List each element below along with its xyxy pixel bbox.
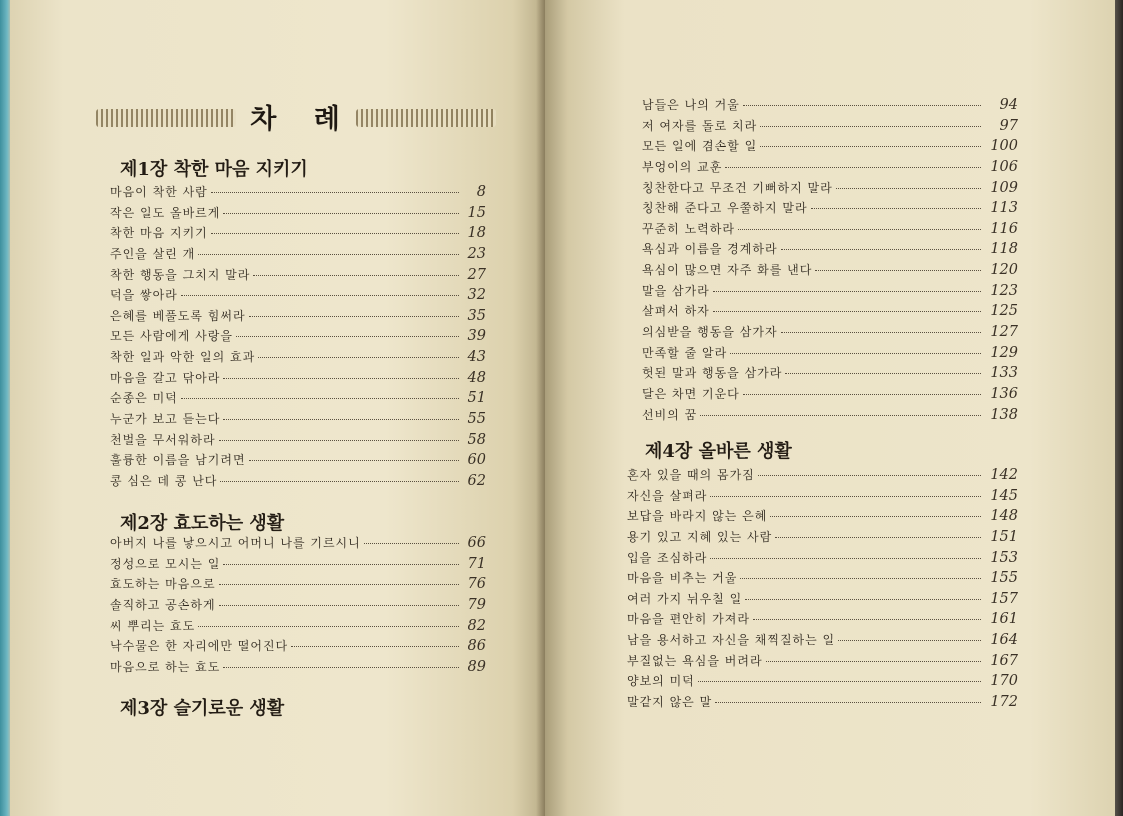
toc-entry-title: 모든 일에 겸손할 일: [642, 139, 758, 154]
toc-entry: [110, 245, 486, 266]
dot-leader: [775, 537, 981, 538]
toc-entry: [627, 487, 1018, 508]
toc-entry-page-number: 60: [467, 452, 486, 469]
toc-entry-page-number: 8: [476, 184, 486, 200]
toc-entry: [642, 406, 1018, 427]
toc-entry-page-number: 138: [990, 406, 1018, 423]
dot-leader: [249, 460, 459, 461]
toc-entry: [642, 364, 1018, 385]
toc-entry-title: 꾸준히 노력하라: [642, 221, 735, 236]
toc-entry: [627, 590, 1018, 611]
toc-entry-title: 마음을 편안히 가져라: [627, 612, 750, 627]
toc-entry: [627, 652, 1018, 673]
toc-entry: [110, 389, 486, 410]
toc-entry-page-number: 109: [990, 179, 1018, 196]
toc-entry: [627, 569, 1018, 590]
ornament-right: [356, 109, 496, 127]
toc-entry-title: 훌륭한 이름을 남기려면: [110, 453, 246, 468]
toc-entry: [110, 596, 486, 617]
toc-entry: [642, 199, 1018, 220]
dot-leader: [710, 496, 981, 497]
dot-leader: [219, 584, 459, 585]
dot-leader: [743, 394, 981, 395]
toc-entry-title: 마음을 비추는 거울: [627, 571, 738, 586]
dot-leader: [249, 316, 459, 317]
toc-entry-page-number: 58: [467, 431, 486, 448]
dot-leader: [781, 249, 981, 250]
toc-entry: [642, 96, 1018, 117]
toc-entry-title: 입을 조심하라: [627, 550, 708, 565]
dot-leader: [715, 702, 981, 703]
toc-entry-page-number: 113: [990, 200, 1018, 217]
toc-entry-title: 남들은 나의 거울: [642, 98, 740, 112]
title-bar: [96, 98, 496, 134]
dot-leader: [198, 254, 459, 255]
toc-entry-page-number: 133: [990, 365, 1018, 382]
chapter-2-entries: [110, 534, 486, 678]
dot-leader: [758, 475, 981, 476]
chapter-1-heading: 제1장 착한 마음 지키기: [120, 159, 308, 180]
toc-entry-title: 부엉이의 교훈: [642, 159, 723, 174]
toc-entry-page-number: 15: [467, 204, 486, 221]
toc-entry-title: 칭찬해 준다고 우쭐하지 말라: [642, 201, 808, 216]
toc-entry-title: 여러 가지 뉘우칠 일: [627, 591, 743, 606]
toc-entry-title: 헛된 말과 행동을 삼가라: [642, 366, 783, 381]
toc-entry-title: 칭찬한다고 무조건 기뻐하지 말라: [642, 180, 833, 195]
dot-leader: [760, 146, 981, 147]
toc-entry-page-number: 48: [467, 369, 486, 386]
toc-entry-title: 솔직하고 공손하게: [110, 597, 216, 612]
toc-entry-title: 말을 삼가라: [642, 283, 710, 298]
toc-entry: [627, 466, 1018, 487]
dot-leader: [291, 646, 459, 647]
chapter-1-entries: [110, 183, 486, 493]
chapter-4-heading: 제4장 올바른 생활: [645, 441, 792, 462]
toc-entry: [627, 549, 1018, 570]
toc-entry-title: 양보의 미덕: [627, 674, 695, 689]
chapter-4-entries: [627, 466, 1018, 714]
toc-entry-page-number: 155: [990, 570, 1018, 587]
ornament-left: [96, 109, 236, 127]
toc-entry: [110, 410, 486, 431]
dot-leader: [710, 558, 981, 559]
toc-entry-title: 말같지 않은 말: [627, 695, 713, 710]
toc-entry-page-number: 97: [999, 117, 1018, 134]
dot-leader: [219, 605, 459, 606]
dot-leader: [223, 419, 459, 420]
toc-entry: [110, 472, 486, 493]
toc-entry: [110, 286, 486, 307]
toc-entry-title: 선비의 꿈: [642, 407, 698, 422]
toc-entry: [110, 658, 486, 679]
toc-entry: [642, 261, 1018, 282]
toc-entry-page-number: 106: [990, 158, 1018, 175]
dot-leader: [211, 192, 459, 193]
toc-entry: [110, 307, 486, 328]
toc-entry: [642, 220, 1018, 241]
dot-leader: [738, 229, 981, 230]
toc-entry: [110, 224, 486, 245]
toc-entry: [642, 323, 1018, 344]
toc-entry-page-number: 62: [467, 472, 486, 489]
toc-entry-page-number: 71: [467, 555, 486, 572]
toc-entry-page-number: 164: [990, 632, 1018, 649]
toc-entry-page-number: 82: [467, 617, 486, 634]
toc-entry: [110, 431, 486, 452]
toc-entry: [642, 158, 1018, 179]
toc-entry: [110, 451, 486, 472]
toc-entry-title: 씨 뿌리는 효도: [110, 618, 196, 633]
toc-entry-page-number: 120: [990, 262, 1018, 279]
toc-entry-page-number: 66: [467, 535, 486, 551]
chapter-3-heading: 제3장 슬기로운 생활: [120, 698, 285, 719]
dot-leader: [815, 270, 981, 271]
toc-entry-page-number: 127: [990, 324, 1018, 341]
dot-leader: [838, 640, 981, 641]
toc-entry-title: 욕심이 많으면 자주 화를 낸다: [642, 263, 813, 278]
toc-entry: [642, 117, 1018, 138]
toc-entry-page-number: 170: [990, 673, 1018, 690]
toc-entry: [110, 204, 486, 225]
toc-entry-title: 마음이 착한 사람: [110, 185, 208, 199]
right-page: [545, 0, 1115, 816]
dot-leader: [836, 188, 981, 189]
toc-entry-title: 주인을 살린 개: [110, 246, 196, 261]
toc-entry-title: 작은 일도 올바르게: [110, 205, 221, 220]
dot-leader: [760, 126, 981, 127]
dot-leader: [713, 291, 981, 292]
dot-leader: [220, 481, 459, 482]
toc-entry-page-number: 151: [990, 528, 1018, 545]
toc-entry-page-number: 129: [990, 344, 1018, 361]
toc-entry-title: 아버지 나를 낳으시고 어머니 나를 기르시니: [110, 536, 361, 550]
toc-entry: [627, 610, 1018, 631]
toc-entry-page-number: 100: [990, 138, 1018, 155]
chapter-3-entries: [642, 96, 1018, 426]
toc-entry-page-number: 172: [990, 694, 1018, 711]
toc-entry-title: 마음을 갈고 닦아라: [110, 370, 221, 385]
toc-entry: [627, 528, 1018, 549]
toc-entry: [642, 240, 1018, 261]
toc-entry-title: 낙수물은 한 자리에만 떨어진다: [110, 639, 289, 654]
toc-entry-title: 혼자 있을 때의 몸가짐: [627, 468, 755, 482]
chapter-2-heading: 제2장 효도하는 생활: [120, 513, 285, 534]
toc-entry-title: 착한 행동을 그치지 말라: [110, 267, 251, 282]
toc-entry: [110, 617, 486, 638]
toc-entry: [110, 555, 486, 576]
dot-leader: [181, 398, 459, 399]
toc-entry-title: 착한 마음 지키기: [110, 226, 208, 241]
dot-leader: [219, 440, 459, 441]
dot-leader: [753, 619, 981, 620]
toc-entry-page-number: 32: [467, 287, 486, 304]
toc-entry-title: 욕심과 이름을 경계하라: [642, 242, 778, 257]
dot-leader: [253, 275, 459, 276]
toc-entry-page-number: 153: [990, 549, 1018, 566]
toc-entry-page-number: 51: [467, 390, 486, 407]
toc-entry: [110, 327, 486, 348]
toc-entry-title: 의심받을 행동을 삼가자: [642, 325, 778, 340]
toc-entry-page-number: 23: [467, 245, 486, 262]
toc-entry-title: 누군가 보고 듣는다: [110, 412, 221, 427]
toc-entry-title: 콩 심은 데 콩 난다: [110, 473, 218, 488]
toc-entry-page-number: 116: [990, 220, 1018, 237]
toc-entry: [110, 183, 486, 204]
toc-entry-title: 정성으로 모시는 일: [110, 556, 221, 571]
dot-leader: [766, 661, 981, 662]
toc-entry-page-number: 86: [467, 638, 486, 655]
dot-leader: [745, 599, 981, 600]
toc-entry: [110, 637, 486, 658]
page-title: 차 례: [250, 103, 354, 135]
toc-entry-title: 자신을 살펴라: [627, 488, 708, 503]
toc-entry-title: 은혜를 베풀도록 힘써라: [110, 308, 246, 323]
toc-entry-page-number: 161: [990, 611, 1018, 628]
toc-entry: [627, 507, 1018, 528]
dot-leader: [211, 233, 459, 234]
toc-entry-page-number: 167: [990, 652, 1018, 669]
dot-leader: [725, 167, 981, 168]
toc-entry-title: 달은 차면 기운다: [642, 386, 740, 401]
toc-entry: [110, 575, 486, 596]
toc-entry: [110, 534, 486, 555]
toc-entry-page-number: 148: [990, 508, 1018, 525]
toc-entry: [627, 672, 1018, 693]
toc-entry-page-number: 136: [990, 385, 1018, 402]
toc-entry-title: 천벌을 무서워하라: [110, 432, 216, 447]
dot-leader: [770, 516, 981, 517]
toc-entry: [110, 369, 486, 390]
toc-entry-title: 보답을 바라지 않는 은혜: [627, 509, 768, 524]
dot-leader: [811, 208, 981, 209]
toc-entry: [627, 693, 1018, 714]
toc-entry: [627, 631, 1018, 652]
toc-entry-page-number: 89: [467, 658, 486, 675]
toc-entry-page-number: 27: [467, 266, 486, 283]
toc-entry-title: 남을 용서하고 자신을 채찍질하는 일: [627, 633, 836, 648]
toc-entry-title: 살펴서 하자: [642, 304, 710, 319]
toc-entry: [642, 282, 1018, 303]
toc-entry-title: 용기 있고 지혜 있는 사람: [627, 529, 773, 544]
toc-entry-page-number: 79: [467, 596, 486, 613]
toc-entry: [110, 266, 486, 287]
toc-entry-page-number: 118: [990, 241, 1018, 258]
dot-leader: [700, 415, 981, 416]
toc-entry-page-number: 35: [467, 307, 486, 324]
toc-entry-title: 부질없는 욕심을 버려라: [627, 653, 763, 668]
toc-entry-page-number: 18: [467, 225, 486, 242]
dot-leader: [740, 578, 981, 579]
toc-entry-title: 순종은 미덕: [110, 391, 178, 406]
toc-entry-page-number: 76: [467, 576, 486, 593]
toc-entry: [110, 348, 486, 369]
left-page: [10, 0, 545, 816]
dot-leader: [730, 353, 981, 354]
toc-entry: [642, 302, 1018, 323]
toc-entry: [642, 344, 1018, 365]
dot-leader: [785, 373, 981, 374]
toc-entry-page-number: 145: [990, 487, 1018, 504]
toc-entry-page-number: 123: [990, 282, 1018, 299]
dot-leader: [698, 681, 981, 682]
dot-leader: [364, 543, 459, 544]
dot-leader: [743, 105, 981, 106]
toc-entry-page-number: 157: [990, 590, 1018, 607]
toc-entry-page-number: 39: [467, 328, 486, 345]
toc-entry-title: 효도하는 마음으로: [110, 577, 216, 592]
toc-entry: [642, 179, 1018, 200]
dot-leader: [236, 336, 459, 337]
toc-entry-title: 저 여자를 돌로 치라: [642, 118, 758, 133]
toc-entry-page-number: 43: [467, 349, 486, 366]
toc-entry-page-number: 55: [467, 411, 486, 428]
dot-leader: [713, 311, 981, 312]
toc-entry-title: 착한 일과 악한 일의 효과: [110, 350, 256, 365]
toc-entry-title: 마음으로 하는 효도: [110, 659, 221, 674]
toc-entry-page-number: 125: [990, 303, 1018, 320]
toc-entry-title: 만족할 줄 알라: [642, 345, 728, 360]
dot-leader: [198, 626, 459, 627]
toc-entry-page-number: 142: [990, 467, 1018, 483]
dot-leader: [223, 378, 459, 379]
toc-entry-title: 덕을 쌓아라: [110, 288, 178, 303]
dot-leader: [223, 564, 459, 565]
toc-entry: [642, 137, 1018, 158]
toc-entry-page-number: 94: [999, 97, 1018, 113]
dot-leader: [258, 357, 459, 358]
dot-leader: [223, 213, 459, 214]
dot-leader: [781, 332, 981, 333]
toc-entry: [642, 385, 1018, 406]
toc-entry-title: 모든 사람에게 사랑을: [110, 329, 233, 344]
dot-leader: [223, 667, 459, 668]
dot-leader: [181, 295, 459, 296]
